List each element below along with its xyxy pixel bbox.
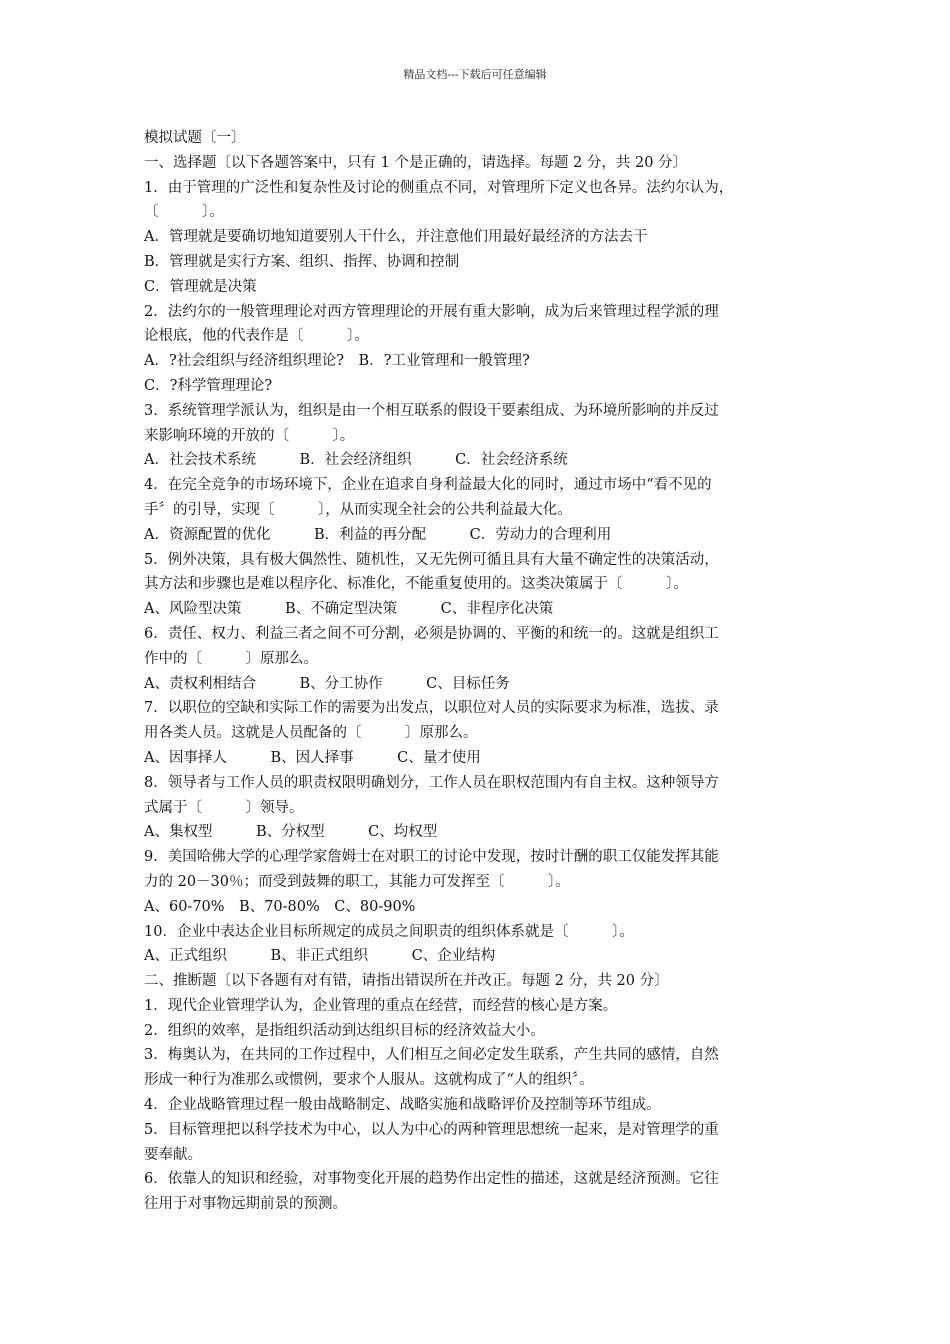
answer-option: B．管理就是实行方案、组织、指挥、协调和控制 xyxy=(144,253,460,270)
question-text: 1．由于管理的广泛性和复杂性及讨论的侧重点不同，对管理所下定义也各异。法约尔认为， xyxy=(144,179,734,196)
page-header: 精品文档---下载后可任意编辑 xyxy=(403,68,547,81)
question-text: 〔 〕。 xyxy=(144,204,224,221)
answer-option: A．?社会组织与经济组织理论? B．?工业管理和一般管理? xyxy=(144,353,530,370)
answer-option: A．资源配置的优化 B．利益的再分配 C．劳动力的合理利用 xyxy=(144,526,612,543)
answer-option: C．?科学管理理论? xyxy=(144,377,273,394)
statement-text: 1．现代企业管理学认为，企业管理的重点在经营，而经营的核心是方案。 xyxy=(144,997,618,1014)
question-text: 作中的〔 〕原那么。 xyxy=(144,650,318,667)
section-heading: 一、选择题〔以下各题答案中，只有 1 个是正确的，请选择。每题 2 分，共 20 分〕 xyxy=(144,154,688,171)
statement-text: 往用于对事物远期前景的预测。 xyxy=(144,1196,347,1213)
question-text: 9．美国哈佛大学的心理学家詹姆士在对职工的讨论中发现，按时计酬的职工仅能发挥其能 xyxy=(144,849,719,866)
answer-option: A、风险型决策 B、不确定型决策 C、非程序化决策 xyxy=(144,601,554,618)
question-text: 力的 20－30％；而受到鼓舞的职工，其能力可发挥至〔 〕。 xyxy=(144,873,570,890)
statement-text: 4．企业战略管理过程一般由战略制定、战略实施和战略评价及控制等环节组成。 xyxy=(144,1097,661,1114)
question-text: 3．系统管理学派认为，组织是由一个相互联系的假设干要素组成、为环境所影响的并反过 xyxy=(144,402,719,419)
question-text: 4．在完全竞争的市场环境下，企业在追求自身利益最大化的同时，通过市场中“看不见的 xyxy=(144,477,712,494)
statement-text: 要奉献。 xyxy=(144,1146,202,1163)
document-body xyxy=(144,126,816,1217)
statement-text: 5．目标管理把以科学技术为中心，以人为中心的两种管理思想统一起来，是对管理学的重 xyxy=(144,1121,719,1138)
question-text: 10．企业中表达企业目标所规定的成员之间职责的组织体系就是〔 〕。 xyxy=(144,923,634,940)
question-text: 式属于〔 〕领导。 xyxy=(144,799,304,816)
statement-text: 2．组织的效率，是指组织活动到达组织目标的经济效益大小。 xyxy=(144,1022,545,1039)
answer-option: A．社会技术系统 B．社会经济组织 C．社会经济系统 xyxy=(144,452,568,469)
question-text: 2．法约尔的一般管理理论对西方管理理论的开展有重大影响，成为后来管理过程学派的理 xyxy=(144,303,719,320)
statement-text: 3．梅奥认为，在共同的工作过程中，人们相互之间必定发生联系，产生共同的感情，自然 xyxy=(144,1047,719,1064)
question-text: 其方法和步骤也是难以程序化、标准化，不能重复使用的。这类决策属于〔 〕。 xyxy=(144,576,688,593)
question-text: 6．责任、权力、利益三者之间不可分割，必须是协调的、平衡的和统一的。这就是组织工 xyxy=(144,625,719,642)
question-text: 手〞的引导，实现〔 〕，从而实现全社会的公共利益最大化。 xyxy=(144,501,572,518)
question-text: 8．领导者与工作人员的职责权限明确划分，工作人员在职权范围内有自主权。这种领导方 xyxy=(144,774,719,791)
answer-option: C．管理就是决策 xyxy=(144,278,257,295)
question-text: 7．以职位的空缺和实际工作的需要为出发点，以职位对人员的实际要求为标准，选拔、录 xyxy=(144,700,719,717)
answer-option: A、因事择人 B、因人择事 C、量才使用 xyxy=(144,749,481,766)
question-text: 5．例外决策，具有极大偶然性、随机性，又无先例可循且具有大量不确定性的决策活动， xyxy=(144,551,719,568)
statement-text: 形成一种行为准那么或惯例，要求个人服从。这就构成了“人的组织〞。 xyxy=(144,1072,594,1089)
section-heading: 二、推断题〔以下各题有对有错，请指出错误所在并改正。每题 2 分，共 20 分〕 xyxy=(144,973,669,990)
question-text: 来影响环境的开放的〔 〕。 xyxy=(144,427,355,444)
answer-option: A、集权型 B、分权型 C、均权型 xyxy=(144,824,438,841)
question-text: 论根底，他的代表作是〔 〕。 xyxy=(144,328,369,345)
answer-option: A、正式组织 B、非正式组织 C、企业结构 xyxy=(144,948,496,965)
exam-title: 模拟试题〔一〕 xyxy=(144,130,246,146)
answer-option: A、60-70% B、70-80% C、80-90% xyxy=(144,898,416,915)
answer-option: A．管理就是要确切地知道要别人干什么，并注意他们用最好最经济的方法去干 xyxy=(144,229,648,246)
question-text: 用各类人员。这就是人员配备的〔 〕原那么。 xyxy=(144,725,478,742)
answer-option: A、责权利相结合 B、分工协作 C、目标任务 xyxy=(144,675,510,692)
statement-text: 6．依靠人的知识和经验，对事物变化开展的趋势作出定性的描述，这就是经济预测。它往 xyxy=(144,1171,719,1188)
